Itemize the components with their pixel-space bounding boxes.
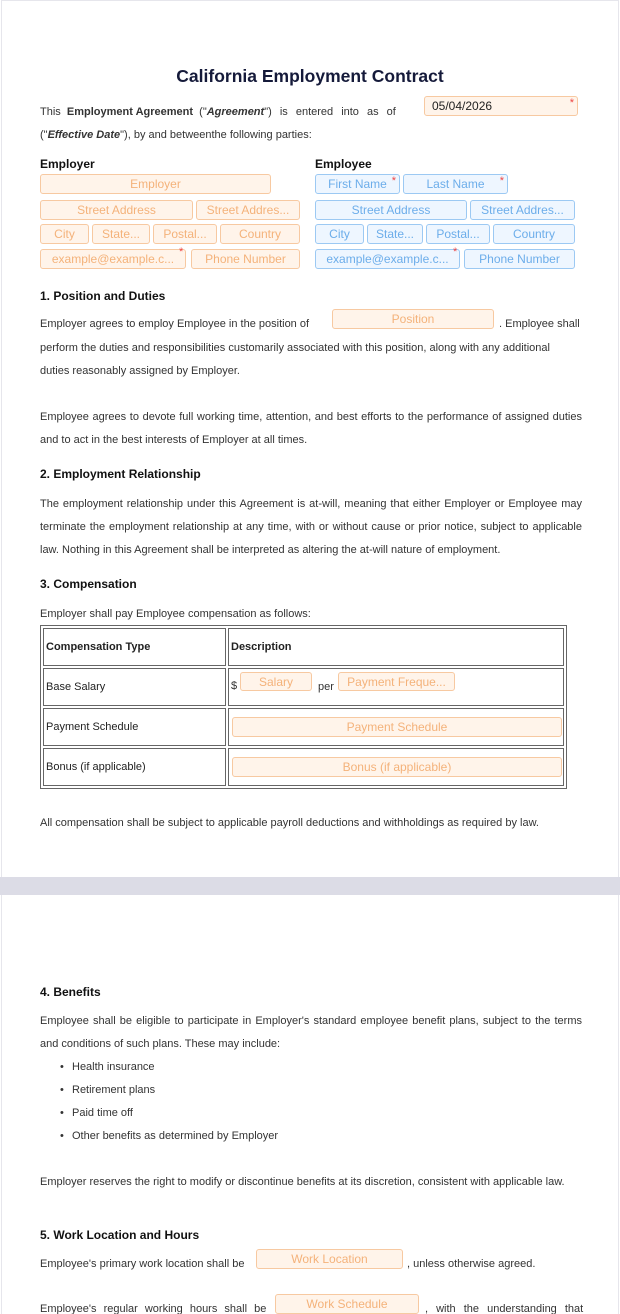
employer-name-field[interactable]: Employer <box>40 174 271 194</box>
base-salary-label: Base Salary <box>43 668 226 706</box>
list-item: • Other benefits as determined by Employer <box>60 1125 278 1148</box>
section-2-paragraph: The employment relationship under this Agreement is at-will, meaning that either Employer or Employee may terminate the employment relationship at any time, with or without cause or prior notice, subject to applicable law. Nothing in this Agreement shall be interpreted as altering the at-will nature of employment. <box>40 498 582 556</box>
employee-country-field[interactable]: Country <box>493 224 575 244</box>
intro-line-1 <box>40 106 396 118</box>
section-4-heading: 4. Benefits <box>40 985 101 999</box>
intro-parties: "), by and betweenthe following parties: <box>120 129 312 141</box>
work-schedule-field[interactable]: Work Schedule <box>275 1294 419 1314</box>
currency-symbol: $ <box>231 680 238 692</box>
employee-email-field[interactable]: example@example.c... <box>315 249 460 269</box>
bonus-cell <box>228 748 564 786</box>
payment-schedule-label: Payment Schedule <box>43 708 226 746</box>
benefits-list <box>60 1056 278 1148</box>
list-item: • Retirement plans <box>60 1079 278 1102</box>
employee-city-field[interactable]: City <box>315 224 364 244</box>
intro-agreement-term: Agreement <box>206 106 265 118</box>
required-marker: * <box>499 175 504 187</box>
effective-date-field[interactable] <box>424 96 578 116</box>
employer-phone-field[interactable]: Phone Number <box>191 249 300 269</box>
section-1-line-2: perform the duties and responsibilities customarily associated with this position, along with any additional <box>40 342 550 354</box>
employee-state-field[interactable]: State... <box>367 224 423 244</box>
employee-email-required-marker: * <box>453 246 458 258</box>
table-row <box>43 748 564 786</box>
per-text: per <box>318 681 334 693</box>
section-4-paragraph-1: Employee shall be eligible to participate in Employer's standard employee benefit plans, subject to the terms and conditions of such plans. These may include: <box>40 1015 582 1050</box>
employee-postal-field[interactable]: Postal... <box>426 224 490 244</box>
table-row <box>43 668 564 706</box>
required-marker: * <box>569 97 574 109</box>
table-header-description: Description <box>228 628 564 666</box>
employee-label: Employee <box>315 157 372 171</box>
section-5-line-2-start: Employee's regular working hours shall be <box>40 1303 267 1314</box>
employer-email-field[interactable]: example@example.c... <box>40 249 186 269</box>
list-item: • Health insurance <box>60 1056 278 1079</box>
intro-agreement-name: Employment Agreement <box>66 106 194 118</box>
base-salary-cell <box>228 668 564 706</box>
effective-date-term: Effective Date <box>47 129 121 141</box>
employer-street-address-2-field[interactable]: Street Addres... <box>196 200 300 220</box>
section-1-paragraph-2: Employee agrees to devote full working time, attention, and best efforts to the performance of assigned duties and to act in the best interests of Employer at all times. <box>40 411 582 446</box>
compensation-table <box>40 625 567 789</box>
payment-schedule-cell <box>228 708 564 746</box>
position-field[interactable]: Position <box>332 309 494 329</box>
section-5-heading: 5. Work Location and Hours <box>40 1228 200 1242</box>
payment-schedule-field[interactable]: Payment Schedule <box>232 717 562 737</box>
table-header-compensation-type: Compensation Type <box>43 628 226 666</box>
section-5-line-2-end: , with the understanding that <box>425 1303 584 1314</box>
section-3-intro: Employer shall pay Employee compensation as follows: <box>40 608 311 620</box>
employee-phone-field[interactable]: Phone Number <box>464 249 575 269</box>
section-1-line-3: duties reasonably assigned by Employer. <box>40 365 240 377</box>
employee-first-name-placeholder: First Name <box>328 177 387 191</box>
employer-state-field[interactable]: State... <box>92 224 150 244</box>
table-header-row <box>43 628 564 666</box>
employee-last-name-placeholder: Last Name <box>426 177 485 191</box>
table-row <box>43 708 564 746</box>
intro-open-quote: (" <box>199 106 207 118</box>
document-title: California Employment Contract <box>176 66 444 86</box>
intro-this: This <box>40 106 61 118</box>
intro-quote: (" <box>40 129 48 141</box>
section-5-line-1-start: Employee's primary work location shall be <box>40 1258 245 1270</box>
employer-country-field[interactable]: Country <box>220 224 300 244</box>
section-3-footer: All compensation shall be subject to applicable payroll deductions and withholdings as required by law. <box>40 817 539 829</box>
employee-last-name-field[interactable] <box>403 174 508 194</box>
bonus-label: Bonus (if applicable) <box>43 748 226 786</box>
employee-first-name-field[interactable] <box>315 174 400 194</box>
section-5-line-1-end: , unless otherwise agreed. <box>407 1258 536 1270</box>
section-1-heading: 1. Position and Duties <box>40 289 166 303</box>
list-item: • Paid time off <box>60 1102 278 1125</box>
employer-city-field[interactable]: City <box>40 224 89 244</box>
effective-date-value: 05/04/2026 <box>432 99 493 113</box>
employer-email-required-marker: * <box>179 246 184 258</box>
required-marker: * <box>391 175 396 187</box>
employer-label: Employer <box>40 157 95 171</box>
section-3-heading: 3. Compensation <box>40 577 137 591</box>
employer-postal-field[interactable]: Postal... <box>153 224 217 244</box>
section-1-line-1-end: . Employee shall <box>499 318 580 330</box>
employer-street-address-field[interactable]: Street Address <box>40 200 193 220</box>
bonus-field[interactable]: Bonus (if applicable) <box>232 757 562 777</box>
page-separator <box>0 877 620 895</box>
section-2-heading: 2. Employment Relationship <box>40 467 201 481</box>
section-4-paragraph-2: Employer reserves the right to modify or discontinue benefits at its discretion, consistent with applicable law. <box>40 1176 565 1188</box>
section-1-line-1-start: Employer agrees to employ Employee in the position of <box>40 318 310 330</box>
salary-field[interactable]: Salary <box>240 672 312 691</box>
employee-street-address-field[interactable]: Street Address <box>315 200 467 220</box>
work-location-field[interactable]: Work Location <box>256 1249 403 1269</box>
intro-line-2 <box>40 129 312 141</box>
employee-street-address-2-field[interactable]: Street Addres... <box>470 200 575 220</box>
payment-frequency-field[interactable]: Payment Freque... <box>338 672 455 691</box>
intro-entered: ") is entered into as of <box>264 106 396 118</box>
